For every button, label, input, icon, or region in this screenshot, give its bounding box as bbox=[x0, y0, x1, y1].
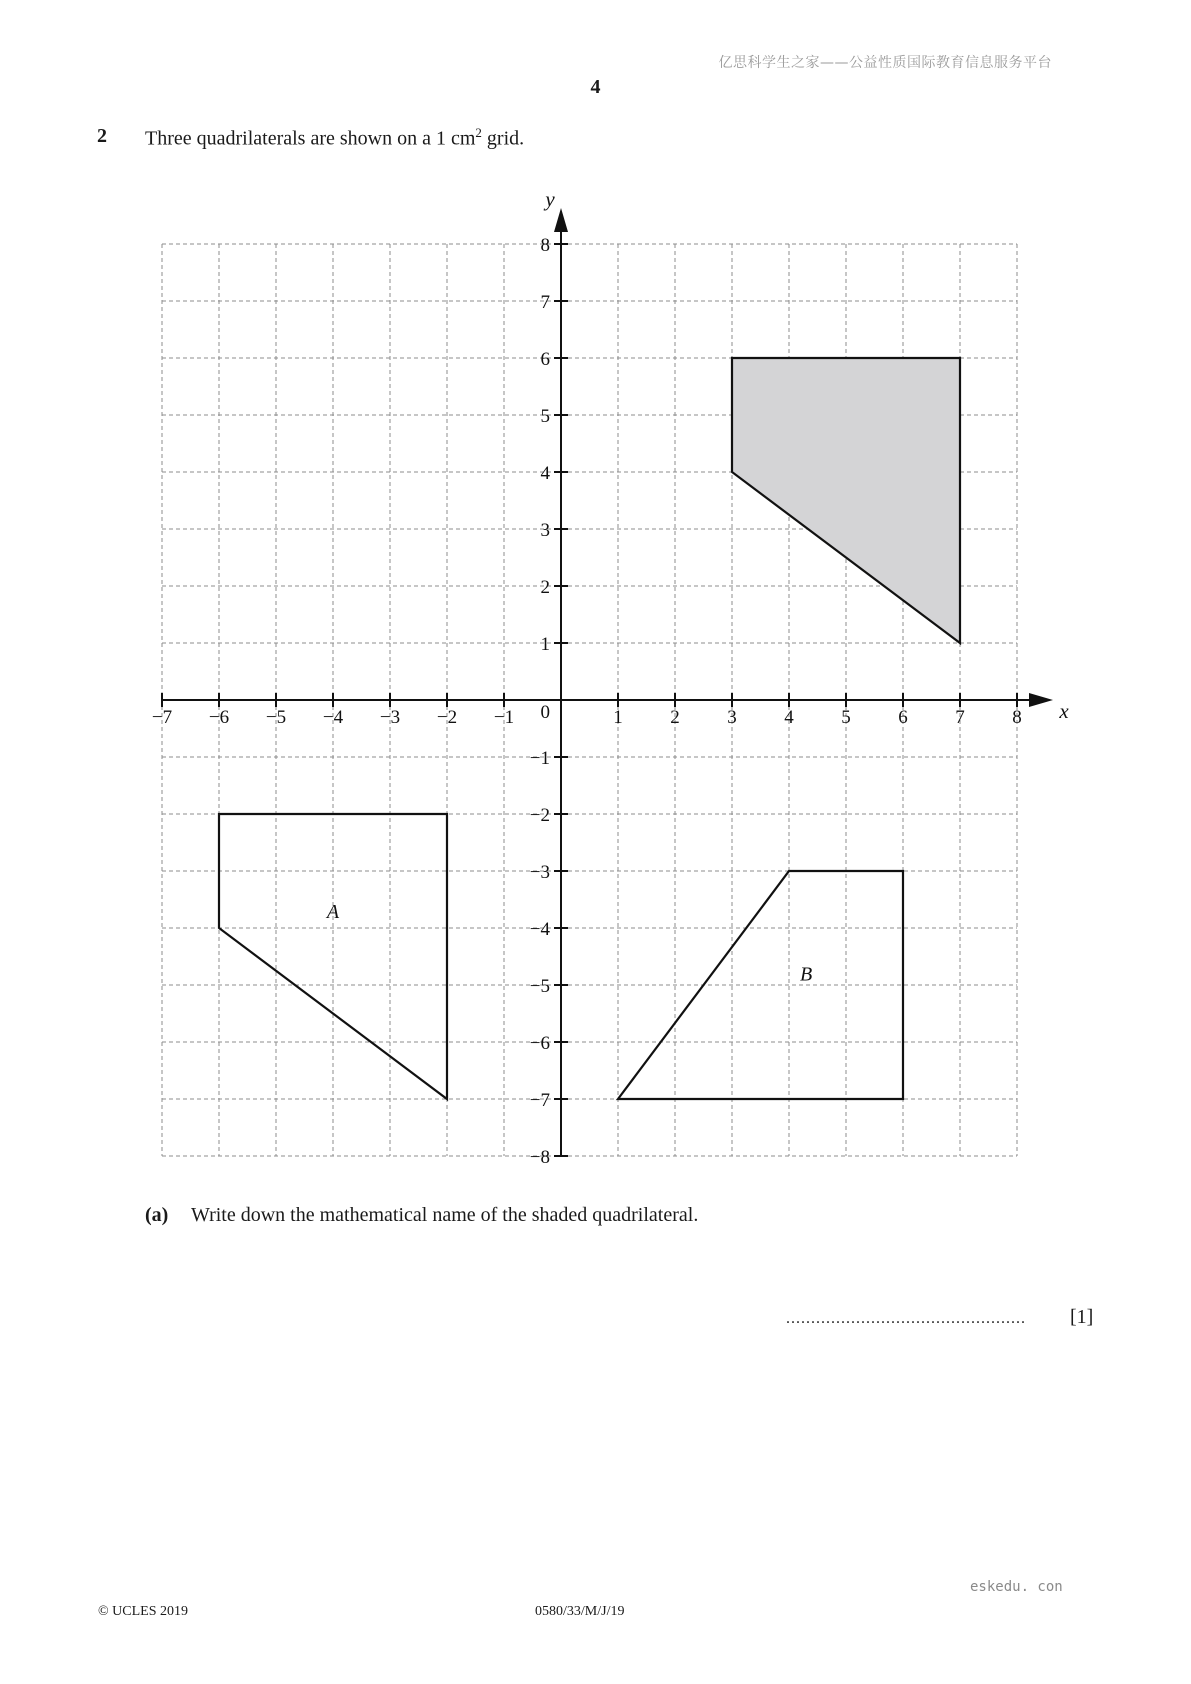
x-tick-label: 8 bbox=[1012, 707, 1022, 728]
y-tick-label: 5 bbox=[540, 406, 550, 427]
header-watermark: 亿思科学生之家——公益性质国际教育信息服务平台 bbox=[718, 55, 1052, 71]
origin-label: 0 bbox=[540, 702, 550, 723]
y-tick-label: 7 bbox=[540, 292, 550, 313]
page-number: 4 bbox=[590, 76, 601, 98]
y-tick-label: −7 bbox=[529, 1090, 550, 1111]
shape-label-a: A bbox=[326, 900, 340, 923]
y-tick-label: 3 bbox=[540, 520, 550, 541]
y-tick-label: 4 bbox=[540, 463, 550, 484]
footer-copyright: © UCLES 2019 bbox=[98, 1604, 188, 1619]
y-tick-label: −5 bbox=[529, 976, 550, 997]
y-tick-label: −8 bbox=[529, 1147, 550, 1168]
x-tick-label: 1 bbox=[613, 707, 623, 728]
y-axis-label: y bbox=[545, 187, 555, 211]
y-tick-label: −3 bbox=[529, 862, 550, 883]
x-tick-label: 2 bbox=[670, 707, 680, 728]
y-tick-label: 2 bbox=[540, 577, 550, 598]
y-tick-label: 8 bbox=[540, 235, 550, 256]
y-tick-label: 1 bbox=[540, 634, 550, 655]
y-tick-label: −2 bbox=[529, 805, 550, 826]
y-tick-label: −4 bbox=[529, 919, 550, 940]
axes bbox=[161, 208, 1053, 1157]
answer-line[interactable]: ................................................ bbox=[786, 1310, 1026, 1327]
x-tick-label: −4 bbox=[322, 707, 344, 728]
y-tick-label: 6 bbox=[540, 349, 550, 370]
shape-label-b: B bbox=[799, 963, 813, 986]
x-tick-label: 3 bbox=[727, 707, 737, 728]
x-tick-label: −5 bbox=[265, 707, 287, 728]
question-text-after: grid. bbox=[481, 127, 525, 150]
y-axis-arrow bbox=[554, 208, 568, 232]
x-axis-label: x bbox=[1059, 699, 1069, 723]
shaded-quadrilateral bbox=[732, 358, 960, 643]
x-tick-label: −3 bbox=[379, 707, 401, 728]
question-text-before: Three quadrilaterals are shown on a 1 cm bbox=[145, 127, 476, 150]
x-tick-label: 5 bbox=[841, 707, 851, 728]
part-a-question: Write down the mathematical name of the shaded quadrilateral. bbox=[191, 1204, 699, 1226]
x-tick-label: 7 bbox=[955, 707, 965, 728]
question-superscript: 2 bbox=[475, 125, 482, 140]
x-tick-label: −1 bbox=[493, 707, 515, 728]
quadrilaterals bbox=[219, 358, 960, 1099]
marks-label: [1] bbox=[1070, 1306, 1094, 1328]
footer-watermark: eskedu. con bbox=[970, 1579, 1063, 1595]
x-axis-arrow bbox=[1029, 693, 1053, 707]
x-tick-label: 6 bbox=[898, 707, 908, 728]
tick-labels bbox=[152, 187, 1069, 1168]
y-tick-label: −1 bbox=[529, 748, 550, 769]
x-tick-label: −6 bbox=[208, 707, 230, 728]
part-a-label: (a) bbox=[145, 1204, 169, 1226]
x-tick-label: −7 bbox=[151, 707, 173, 728]
y-tick-label: −6 bbox=[529, 1033, 550, 1054]
footer-code: 0580/33/M/J/19 bbox=[535, 1604, 625, 1619]
x-tick-label: 4 bbox=[784, 707, 794, 728]
question-number: 2 bbox=[97, 125, 107, 147]
x-tick-label: −2 bbox=[436, 707, 458, 728]
